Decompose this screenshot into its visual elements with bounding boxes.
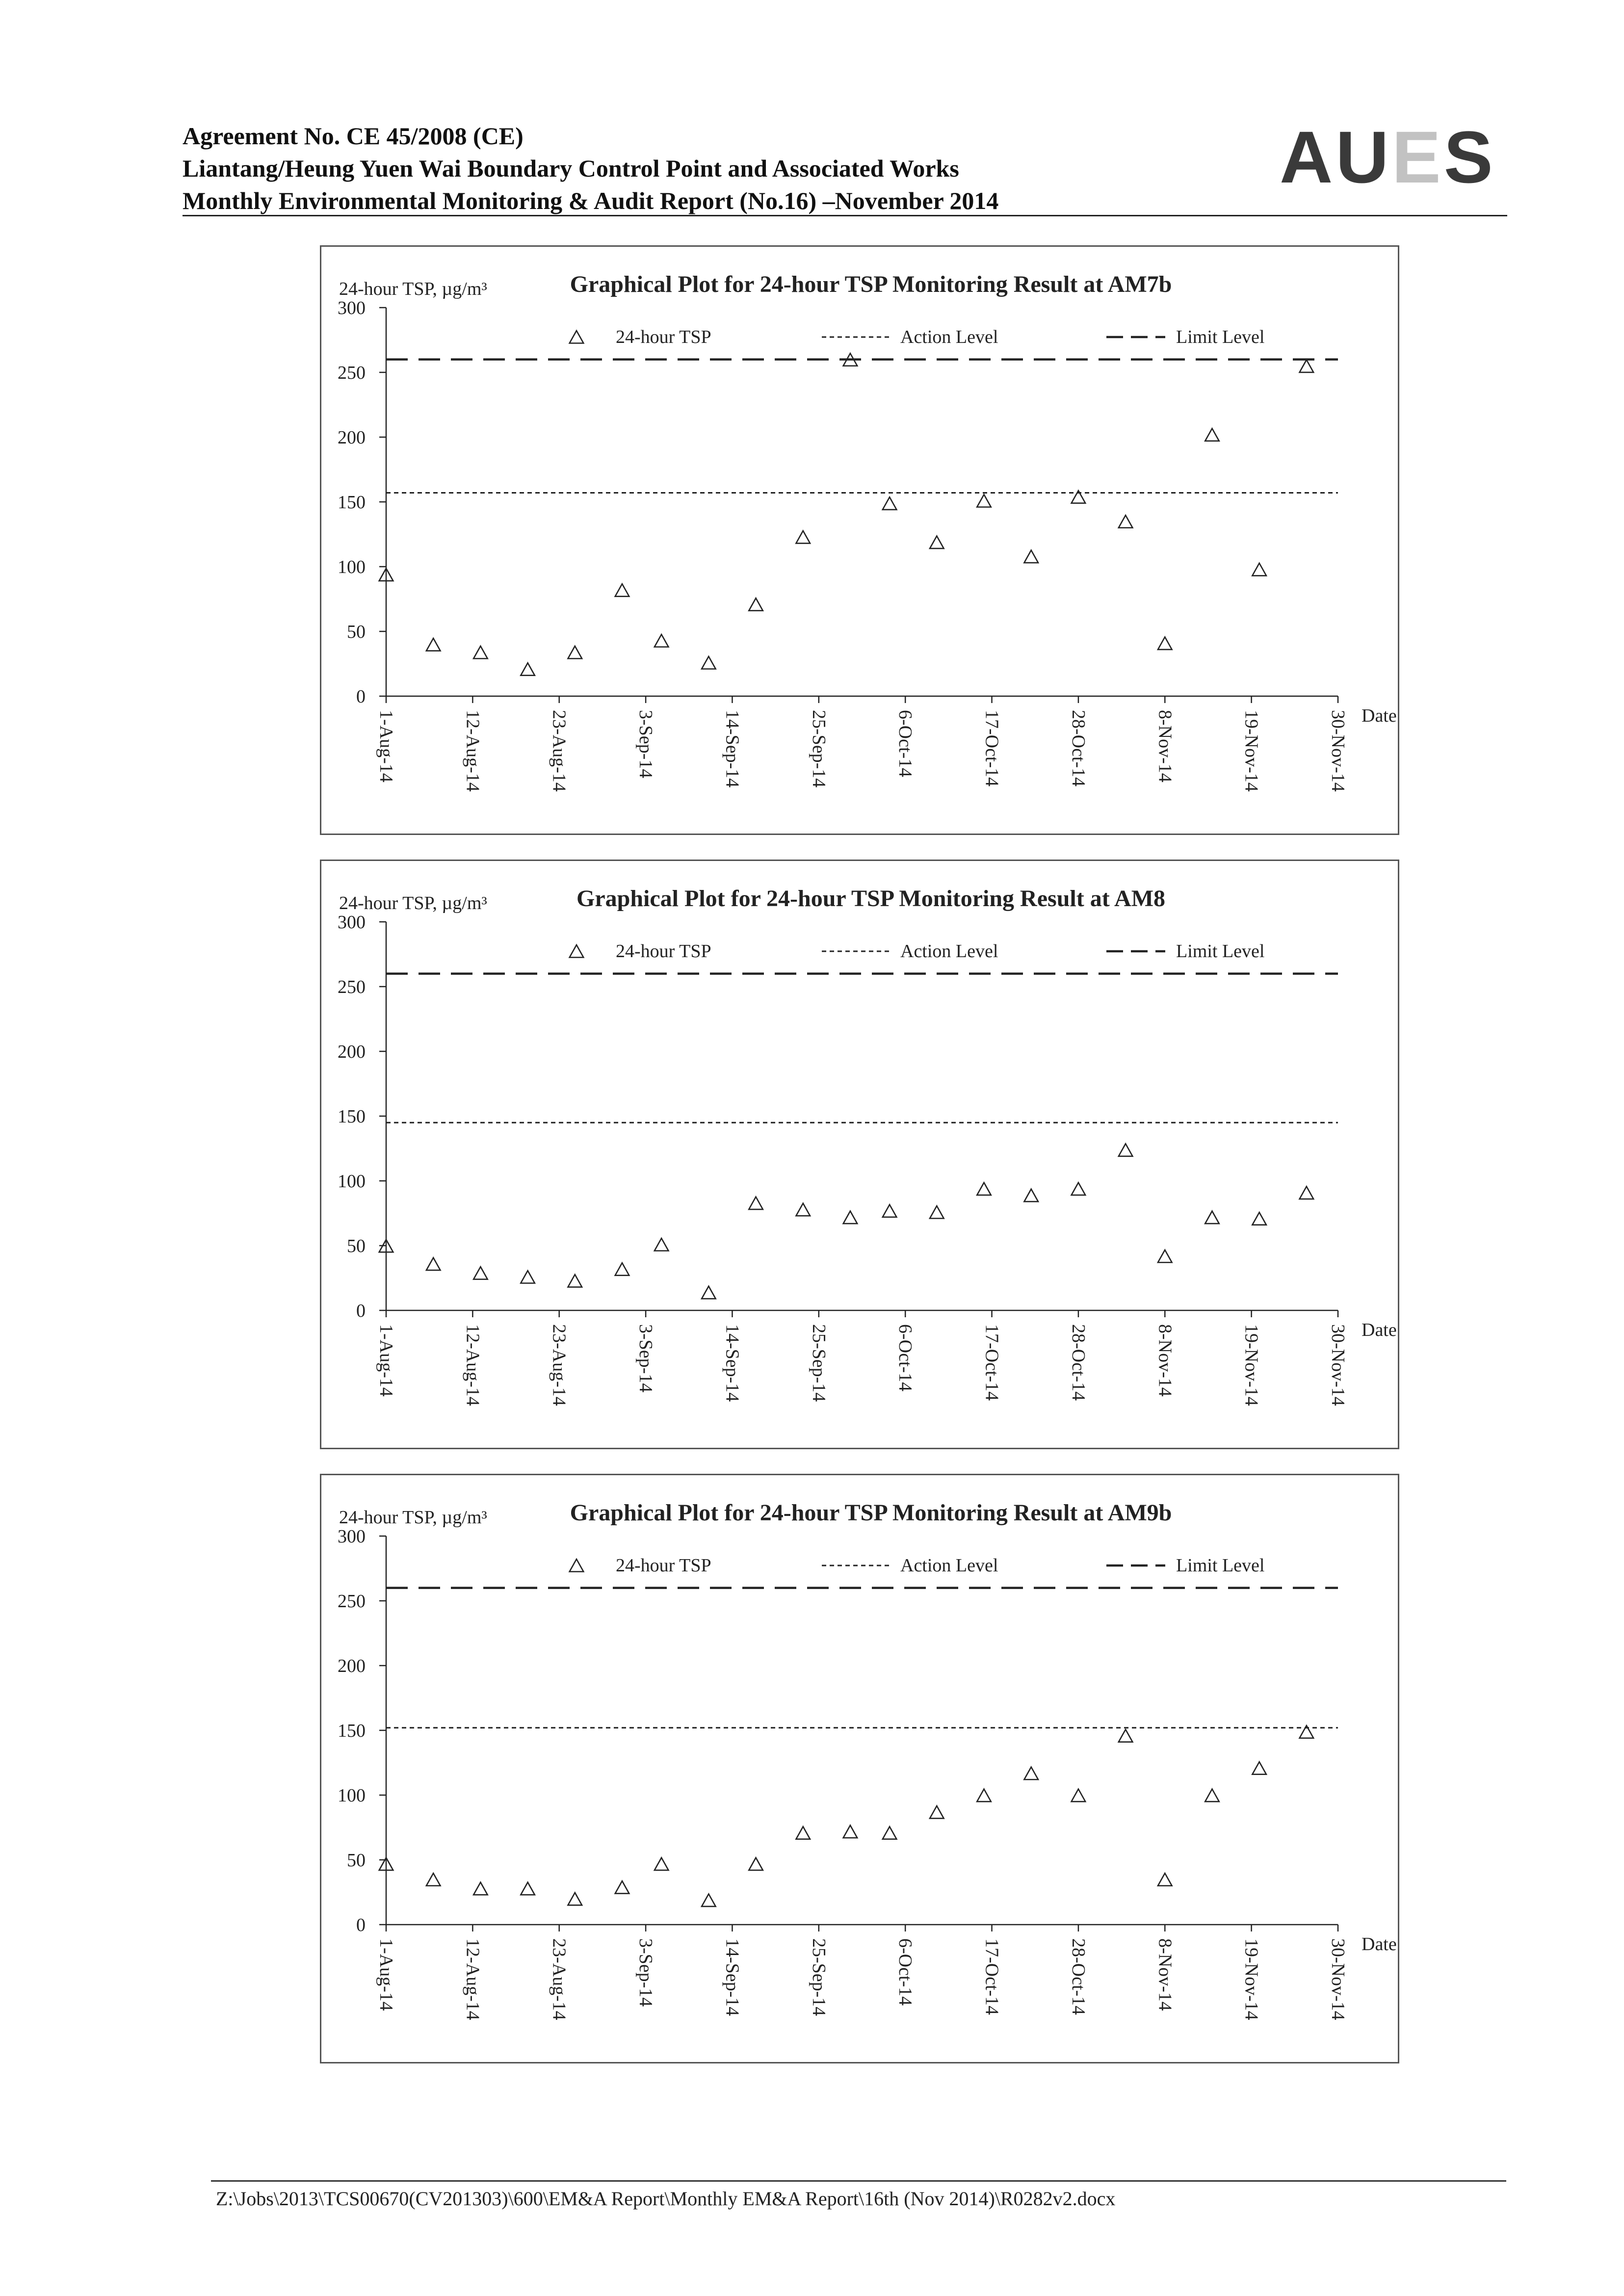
chart-panel-am9b — [320, 1474, 1399, 2063]
tsp-data-point — [473, 1882, 488, 1895]
legend-tsp-label: 24-hour TSP — [616, 941, 711, 962]
tsp-data-point — [521, 1882, 535, 1895]
tsp-data-point — [1119, 1729, 1133, 1742]
report-header — [183, 120, 998, 217]
y-tick-label: 250 — [338, 977, 366, 997]
tsp-data-point — [1158, 1250, 1172, 1263]
y-tick-label: 250 — [338, 363, 366, 383]
tsp-data-point — [796, 1826, 811, 1839]
x-tick-label: 25-Sep-14 — [808, 1938, 829, 2016]
x-tick-label: 30-Nov-14 — [1328, 710, 1348, 792]
chart-am9b — [321, 1475, 1398, 2062]
legend-tsp-marker — [570, 1559, 584, 1572]
tsp-data-point — [426, 1873, 441, 1886]
x-tick-label: 19-Nov-14 — [1241, 710, 1262, 792]
legend-action-label: Action Level — [900, 941, 998, 962]
x-tick-label: 25-Sep-14 — [808, 710, 829, 788]
tsp-data-point — [521, 663, 535, 676]
tsp-data-point — [568, 1893, 582, 1905]
legend-tsp-label: 24-hour TSP — [616, 327, 711, 347]
tsp-data-point — [930, 536, 944, 548]
x-axis-label: Date — [1362, 1320, 1397, 1340]
legend-action-label: Action Level — [900, 327, 998, 347]
x-tick-label: 23-Aug-14 — [549, 1324, 570, 1406]
x-tick-label: 3-Sep-14 — [635, 1324, 656, 1393]
y-tick-label: 0 — [356, 1915, 366, 1935]
footer-file-path: Z:\Jobs\2013\TCS00670(CV201303)\600\EM&A Report\Monthly EM&A Report\16th (Nov 2014)\R0282v2.docx — [216, 2188, 1116, 2210]
y-tick-label: 50 — [347, 1850, 366, 1871]
tsp-data-point — [843, 1826, 858, 1838]
tsp-data-point — [977, 1789, 991, 1802]
chart-title: Graphical Plot for 24-hour TSP Monitoring Result at AM8 — [576, 886, 1166, 912]
x-tick-label: 28-Oct-14 — [1068, 710, 1089, 787]
tsp-data-point — [1158, 1873, 1172, 1886]
x-axis-label: Date — [1362, 705, 1397, 726]
y-tick-label: 150 — [338, 492, 366, 513]
x-tick-label: 12-Aug-14 — [462, 1938, 483, 2020]
tsp-data-point — [1205, 1211, 1219, 1224]
aues-logo: AUES — [1280, 116, 1496, 198]
tsp-data-point — [1205, 1789, 1219, 1802]
y-axis-label: 24-hour TSP, µg/m³ — [339, 1507, 487, 1528]
tsp-data-point — [1119, 1144, 1133, 1156]
chart-am7b — [321, 247, 1398, 834]
y-tick-label: 150 — [338, 1106, 366, 1127]
tsp-data-point — [883, 1204, 897, 1217]
y-tick-label: 300 — [338, 298, 366, 318]
legend-tsp-label: 24-hour TSP — [616, 1555, 711, 1576]
tsp-data-point — [655, 634, 669, 647]
tsp-data-point — [796, 1203, 811, 1216]
chart-panel-am7b — [320, 245, 1399, 835]
legend-limit-label: Limit Level — [1176, 1555, 1265, 1576]
tsp-data-point — [749, 1197, 763, 1210]
y-tick-label: 0 — [356, 1301, 366, 1321]
legend-limit-label: Limit Level — [1176, 327, 1265, 347]
tsp-data-point — [615, 584, 629, 597]
x-tick-label: 1-Aug-14 — [376, 710, 396, 783]
x-tick-label: 28-Oct-14 — [1068, 1324, 1089, 1401]
x-tick-label: 19-Nov-14 — [1241, 1324, 1262, 1406]
tsp-data-point — [568, 646, 582, 659]
tsp-data-point — [796, 531, 811, 544]
x-tick-label: 12-Aug-14 — [462, 710, 483, 792]
tsp-data-point — [1252, 1762, 1266, 1774]
tsp-data-point — [1072, 1182, 1086, 1195]
x-tick-label: 8-Nov-14 — [1154, 710, 1176, 783]
x-tick-label: 17-Oct-14 — [981, 710, 1002, 787]
x-tick-label: 17-Oct-14 — [981, 1938, 1002, 2015]
tsp-data-point — [749, 1858, 763, 1871]
chart-title: Graphical Plot for 24-hour TSP Monitoring Result at AM7b — [570, 271, 1172, 297]
header-report: Monthly Environmental Monitoring & Audit Report (No.16) –November 2014 — [183, 187, 999, 214]
x-tick-label: 25-Sep-14 — [808, 1324, 829, 1402]
x-tick-label: 23-Aug-14 — [549, 710, 570, 792]
tsp-data-point — [615, 1881, 629, 1894]
x-tick-label: 8-Nov-14 — [1154, 1938, 1176, 2011]
header-project: Liantang/Heung Yuen Wai Boundary Control Point and Associated Works — [183, 155, 959, 182]
legend-action-label: Action Level — [900, 1555, 998, 1576]
x-axis-label: Date — [1362, 1934, 1397, 1955]
tsp-data-point — [702, 656, 716, 669]
x-tick-label: 23-Aug-14 — [549, 1938, 570, 2020]
x-tick-label: 6-Oct-14 — [895, 1324, 916, 1392]
tsp-data-point — [1252, 563, 1266, 576]
y-tick-label: 100 — [338, 557, 366, 577]
tsp-data-point — [702, 1894, 716, 1906]
y-tick-label: 300 — [338, 1526, 366, 1547]
y-tick-label: 150 — [338, 1721, 366, 1741]
tsp-data-point — [1205, 428, 1219, 441]
footer-divider — [211, 2180, 1506, 2182]
x-tick-label: 6-Oct-14 — [895, 710, 916, 778]
x-tick-label: 17-Oct-14 — [981, 1324, 1002, 1401]
tsp-data-point — [426, 1258, 441, 1271]
y-axis-label: 24-hour TSP, µg/m³ — [339, 279, 487, 299]
tsp-data-point — [930, 1806, 944, 1819]
x-tick-label: 28-Oct-14 — [1068, 1938, 1089, 2015]
y-tick-label: 250 — [338, 1591, 366, 1612]
tsp-data-point — [883, 1826, 897, 1839]
x-tick-label: 1-Aug-14 — [376, 1938, 396, 2011]
header-divider — [183, 215, 1507, 216]
y-tick-label: 50 — [347, 622, 366, 642]
y-axis-label: 24-hour TSP, µg/m³ — [339, 893, 487, 913]
tsp-data-point — [568, 1275, 582, 1287]
x-tick-label: 14-Sep-14 — [722, 1324, 743, 1402]
tsp-data-point — [655, 1858, 669, 1871]
tsp-data-point — [1024, 1189, 1038, 1202]
tsp-data-point — [473, 646, 488, 659]
tsp-data-point — [1300, 1186, 1314, 1199]
y-tick-label: 200 — [338, 1656, 366, 1676]
tsp-data-point — [1024, 1767, 1038, 1780]
x-tick-label: 3-Sep-14 — [635, 710, 656, 779]
x-tick-label: 3-Sep-14 — [635, 1938, 656, 2007]
y-tick-label: 0 — [356, 686, 366, 707]
x-tick-label: 14-Sep-14 — [722, 1938, 743, 2016]
y-tick-label: 200 — [338, 427, 366, 448]
tsp-data-point — [883, 497, 897, 510]
y-tick-label: 100 — [338, 1171, 366, 1192]
tsp-data-point — [615, 1263, 629, 1276]
legend-tsp-marker — [570, 945, 584, 958]
x-tick-label: 19-Nov-14 — [1241, 1938, 1262, 2020]
tsp-data-point — [930, 1206, 944, 1219]
y-tick-label: 200 — [338, 1042, 366, 1062]
tsp-data-point — [1119, 515, 1133, 528]
chart-panel-am8 — [320, 860, 1399, 1449]
x-tick-label: 14-Sep-14 — [722, 710, 743, 788]
tsp-data-point — [521, 1271, 535, 1283]
x-tick-label: 6-Oct-14 — [895, 1938, 916, 2006]
tsp-data-point — [1252, 1212, 1266, 1225]
tsp-data-point — [843, 1211, 858, 1224]
y-tick-label: 100 — [338, 1785, 366, 1806]
x-tick-label: 12-Aug-14 — [462, 1324, 483, 1406]
legend-limit-label: Limit Level — [1176, 941, 1265, 962]
tsp-data-point — [1158, 637, 1172, 650]
legend-tsp-marker — [570, 331, 584, 343]
tsp-data-point — [977, 495, 991, 507]
chart-title: Graphical Plot for 24-hour TSP Monitoring Result at AM9b — [570, 1500, 1172, 1526]
y-tick-label: 50 — [347, 1236, 366, 1256]
y-tick-label: 300 — [338, 912, 366, 933]
tsp-data-point — [749, 598, 763, 611]
tsp-data-point — [1024, 550, 1038, 563]
tsp-data-point — [655, 1238, 669, 1251]
x-tick-label: 30-Nov-14 — [1328, 1324, 1348, 1406]
tsp-data-point — [977, 1182, 991, 1195]
header-agreement: Agreement No. CE 45/2008 (CE) — [183, 122, 524, 150]
chart-am8 — [321, 861, 1398, 1448]
tsp-data-point — [473, 1267, 488, 1279]
x-tick-label: 30-Nov-14 — [1328, 1938, 1348, 2020]
x-tick-label: 8-Nov-14 — [1154, 1324, 1176, 1397]
tsp-data-point — [1300, 360, 1314, 372]
tsp-data-point — [1072, 1789, 1086, 1802]
tsp-data-point — [702, 1286, 716, 1299]
x-tick-label: 1-Aug-14 — [376, 1324, 396, 1397]
tsp-data-point — [426, 638, 441, 651]
